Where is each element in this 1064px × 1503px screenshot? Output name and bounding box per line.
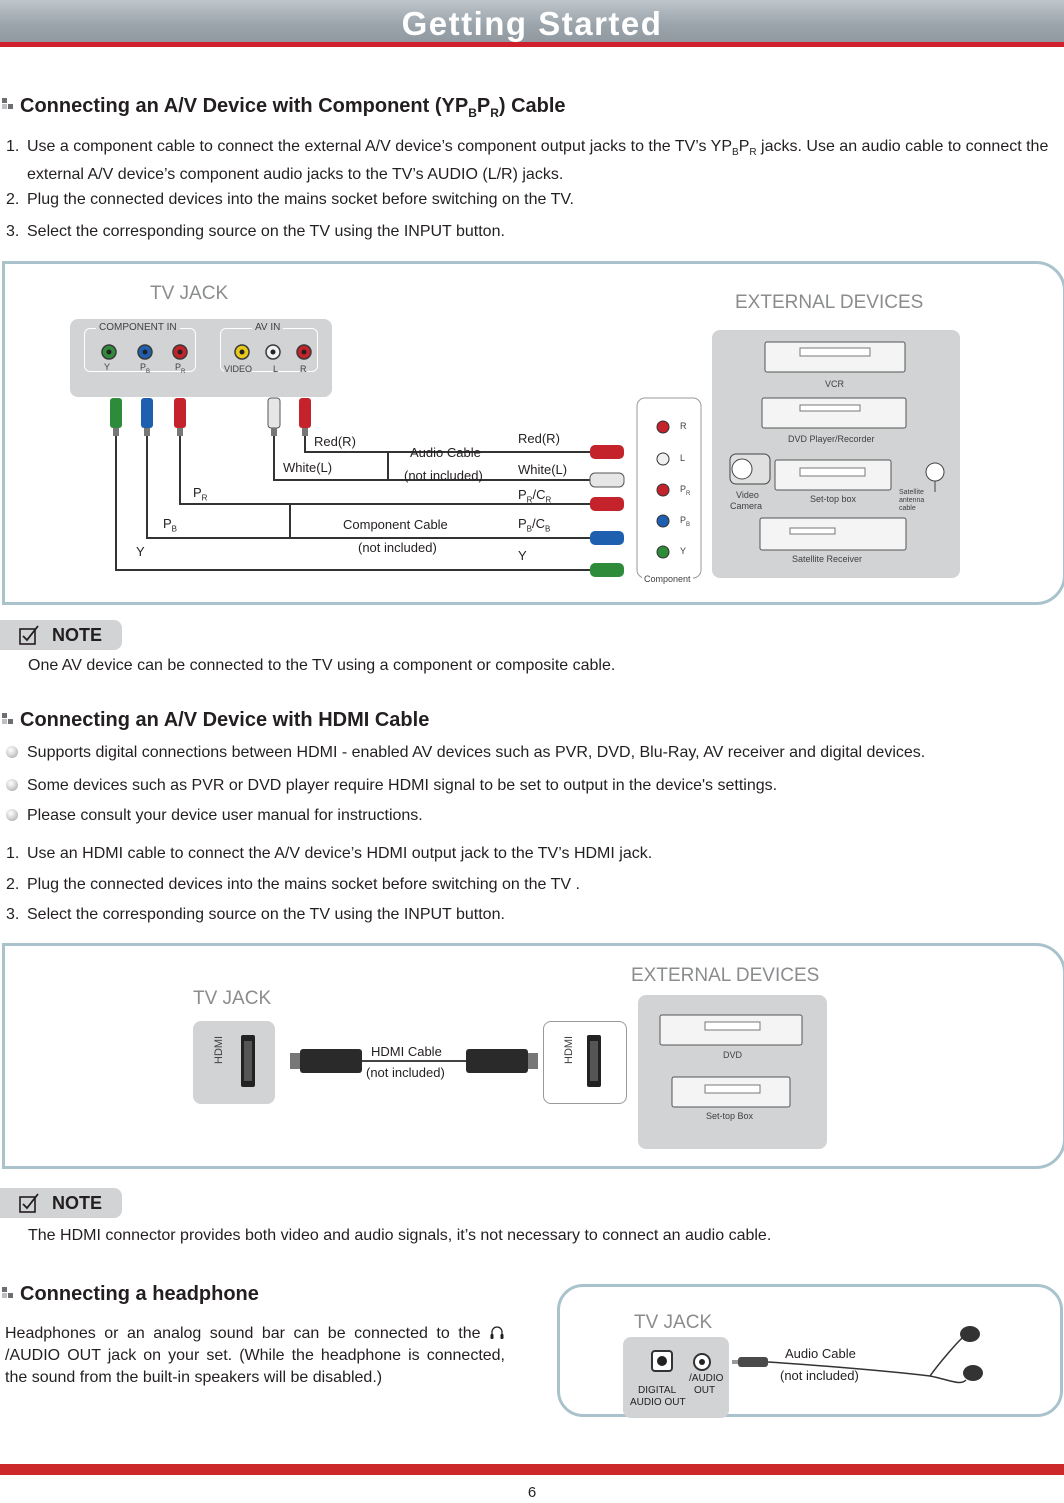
- dvd-player-recorder-label: DVD Player/Recorder: [788, 434, 875, 444]
- tv-jack-label: TV JACK: [193, 988, 272, 1009]
- footer-band: [0, 1464, 1064, 1475]
- jack-label-y: Y: [104, 362, 111, 372]
- ext-jack-r: R: [680, 421, 687, 431]
- out-label: OUT: [694, 1385, 716, 1396]
- pb-tv-label: $P_B$: [163, 516, 178, 534]
- jack-label-r: R: [300, 364, 307, 374]
- video-camera-label-2: Camera: [730, 501, 763, 511]
- component-step-1: 1. Use a component cable to connect the external A/V device’s component output jacks to the TV’s $YP_BP_R$ jacks. Use an audio cable to connect the external A/V device’s component audio jacks to the TV’s AUDIO (L/R) jacks.: [6, 138, 1049, 184]
- satellite-antenna-label-3: cable: [899, 505, 916, 512]
- ext-jack-l: L: [680, 453, 686, 463]
- component-in-label: COMPONENT IN: [96, 322, 180, 333]
- video-camera-label-1: Video: [736, 490, 759, 500]
- ext-jack-y: Y: [680, 546, 687, 556]
- av-in-label: AV IN: [252, 322, 283, 333]
- device-hdmi-label: HDMI: [563, 1035, 575, 1064]
- digital-label: DIGITAL: [638, 1385, 677, 1396]
- jack-label-pr: $P_R$: [175, 362, 186, 375]
- tv-jack-label: TV JACK: [150, 283, 229, 304]
- section-title-headphone: Connecting a headphone: [20, 1283, 259, 1305]
- component-step-2: 2. Plug the connected devices into the mains socket before switching on the TV.: [6, 191, 574, 208]
- external-devices-label: EXTERNAL DEVICES: [735, 292, 924, 313]
- hdmi-cable-label: HDMI Cable: [371, 1044, 442, 1059]
- section-title-hdmi: Connecting an A/V Device with HDMI Cable: [20, 709, 430, 731]
- y-tv-label: Y: [136, 544, 145, 559]
- white-l-tv-label: White(L): [283, 460, 333, 475]
- component-step-3: 3. Select the corresponding source on the TV using the INPUT button.: [6, 223, 505, 240]
- hdmi-bullet-1: Supports digital connections between HDMI - enabled AV devices such as PVR, DVD, Blu-Ray, AV receiver and digital devices.: [6, 744, 925, 762]
- set-top-box-label: Set-top box: [810, 494, 857, 504]
- vcr-label: VCR: [825, 379, 845, 389]
- note-text-2: The HDMI connector provides both video and audio signals, it’s not necessary to connect an audio cable.: [28, 1227, 772, 1244]
- note-label-2: NOTE: [52, 1193, 103, 1213]
- headphone-paragraph: Headphones or an analog sound bar can be connected to the /AUDIO OUT jack on your set. (While the headphone is connected, the sound from the built-in speakers will be disabled.): [5, 1325, 505, 1386]
- pr-cr-label: $P_R/C_R$: [518, 487, 552, 505]
- audio-plug: [732, 1357, 768, 1367]
- optical-port-icon: [652, 1351, 672, 1371]
- headphone-audio-cable-label: Audio Cable: [785, 1346, 856, 1361]
- note-label-1: NOTE: [52, 625, 103, 645]
- hdmi-step-3: 3. Select the corresponding source on the TV using the INPUT button.: [6, 906, 505, 923]
- pr-tv-label: $P_R$: [193, 485, 208, 503]
- tv-jack-label: TV JACK: [634, 1312, 713, 1333]
- component-cable-note: (not included): [358, 540, 437, 555]
- y-ext-label: Y: [518, 548, 527, 563]
- satellite-antenna-label-2: antenna: [899, 497, 925, 504]
- ext-jack-pr: $P_R$: [680, 484, 691, 497]
- component-cable-label: Component Cable: [343, 517, 448, 532]
- hdmi-step-2: 2. Plug the connected devices into the mains socket before switching on the TV .: [6, 876, 580, 893]
- dvd-label: DVD: [723, 1050, 743, 1060]
- headphone-audio-cable-note: (not included): [780, 1368, 859, 1383]
- page-number: 6: [527, 1484, 537, 1501]
- satellite-antenna-label-1: Satellite: [899, 489, 924, 496]
- section-title-component: Connecting an A/V Device with Component $(YP_BP_R)$ Cable: [20, 95, 566, 120]
- jack-label-pb: $P_B$: [140, 362, 151, 375]
- pb-cb-label: $P_B/C_B$: [518, 516, 551, 534]
- external-devices-label: EXTERNAL DEVICES: [631, 965, 820, 986]
- note-text-1: One AV device can be connected to the TV using a component or composite cable.: [28, 657, 616, 674]
- red-r-tv-label: Red(R): [314, 434, 356, 449]
- headphone-earbud-icon: [960, 1326, 983, 1381]
- hdmi-bullet-3: Please consult your device user manual for instructions.: [6, 807, 423, 825]
- satellite-receiver-label: Satellite Receiver: [792, 554, 863, 564]
- jack-label-l: L: [273, 364, 279, 374]
- ext-jack-pb: $P_B$: [680, 515, 691, 528]
- hdmi-cable-note: (not included): [366, 1065, 445, 1080]
- tv-hdmi-label: HDMI: [213, 1035, 225, 1064]
- component-bracket-label: Component: [644, 574, 691, 584]
- page-title: Getting Started: [401, 5, 663, 42]
- audio-cable-label: Audio Cable: [410, 445, 481, 460]
- hdmi-step-1: 1. Use an HDMI cable to connect the A/V device’s HDMI output jack to the TV’s HDMI jack.: [6, 845, 653, 862]
- audio-out-port-icon: [694, 1354, 710, 1370]
- jack-label-video: VIDEO: [224, 364, 253, 374]
- digital-audio-out-label: AUDIO OUT: [630, 1397, 686, 1408]
- hdmi-bullet-2: Some devices such as PVR or DVD player require HDMI signal to be set to output in the device's settings.: [6, 777, 777, 795]
- audio-cable-note: (not included): [404, 468, 483, 483]
- red-r-ext-label: Red(R): [518, 431, 560, 446]
- white-l-ext-label: White(L): [518, 462, 568, 477]
- set-top-box-label: Set-top Box: [706, 1111, 754, 1121]
- audio-slash-label: /AUDIO: [689, 1373, 724, 1384]
